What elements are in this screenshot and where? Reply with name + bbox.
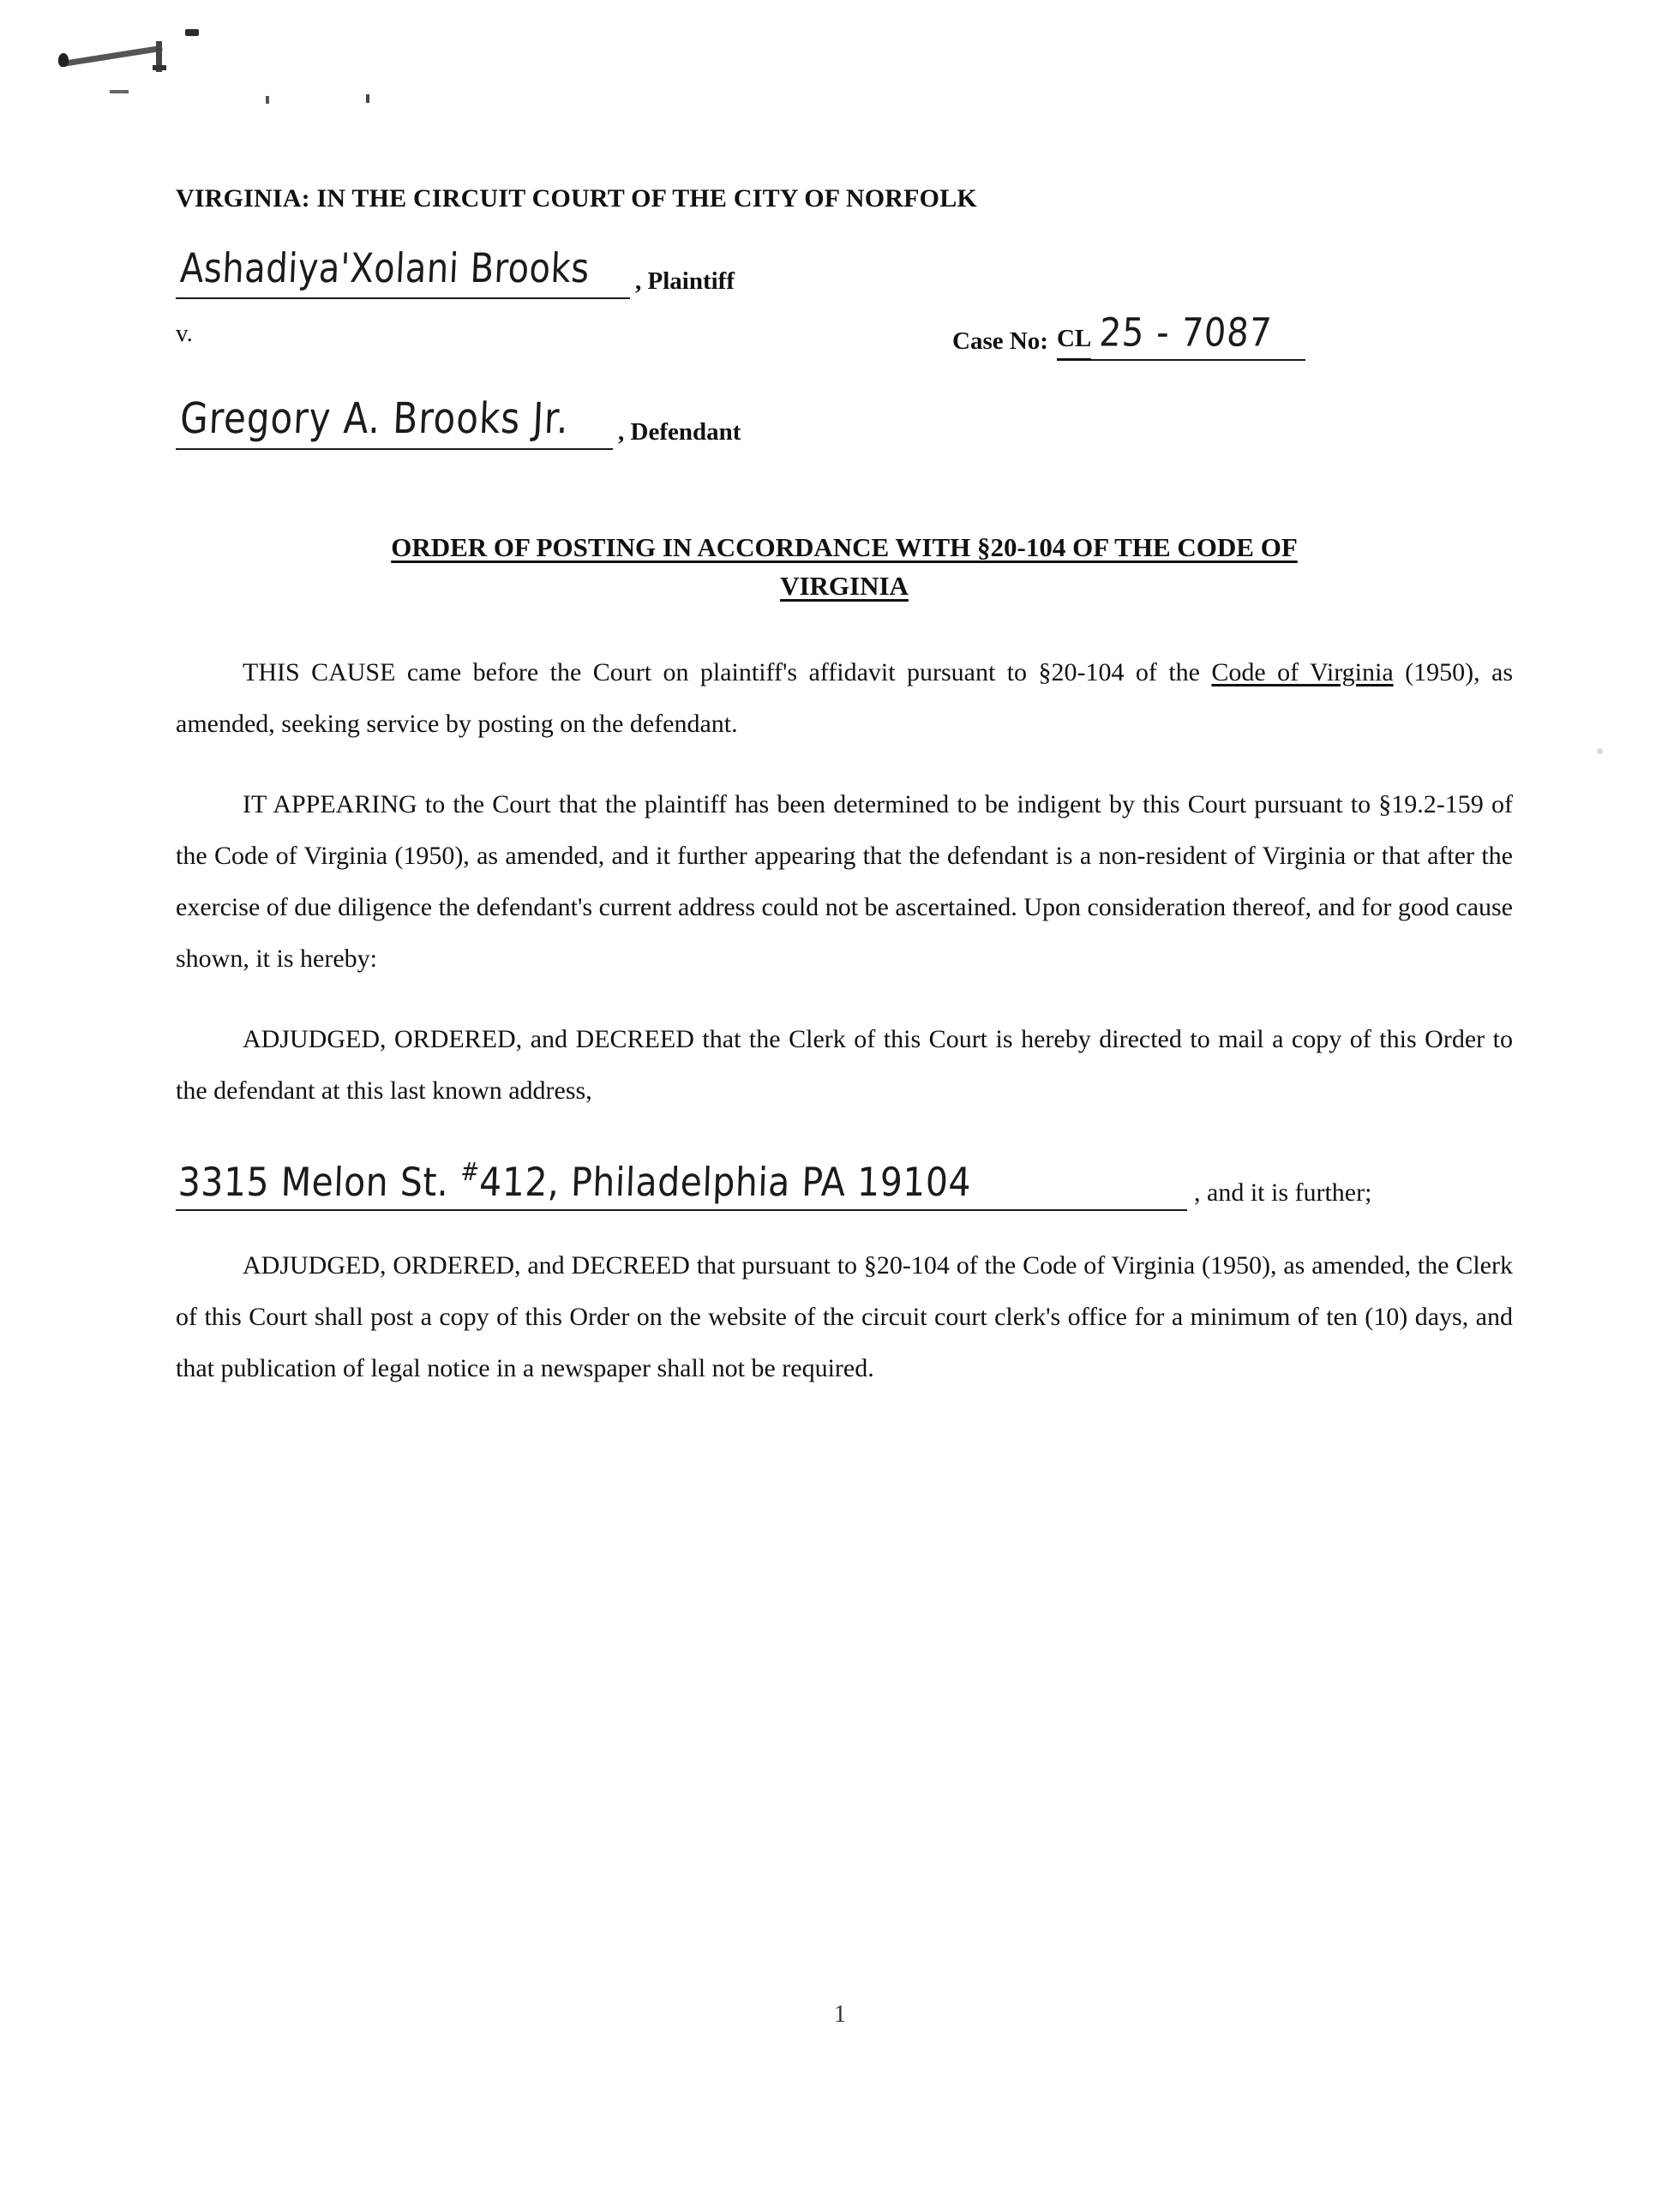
- document-content: [176, 184, 1513, 1424]
- code-of-virginia-citation: Code of Virginia: [1211, 657, 1394, 686]
- plaintiff-name-handwriting: Ashadiya'Xolani Brooks: [179, 245, 591, 292]
- case-number-field[interactable]: [1091, 311, 1305, 361]
- address-trailing-text: , and it is further;: [1194, 1178, 1372, 1207]
- plaintiff-caption-row: [176, 225, 1513, 299]
- defendant-label: , Defendant: [618, 418, 741, 446]
- court-heading: VIRGINIA: IN THE CIRCUIT COURT OF THE CITY OF NORFOLK: [176, 184, 977, 213]
- scan-artifact-speck-3: [266, 96, 269, 104]
- versus-label: v.: [176, 320, 193, 347]
- scan-artifact-speck-4: [366, 94, 369, 103]
- scan-artifact-bar: [60, 45, 163, 68]
- case-prefix-cl: CL: [1057, 325, 1091, 361]
- case-number-handwriting: 25 - 7087: [1098, 310, 1275, 356]
- defendant-address-handwriting: [177, 1158, 972, 1205]
- versus-and-case-row: [176, 301, 1513, 369]
- defendant-address-row: [176, 1142, 1513, 1211]
- defendant-name-handwriting: Gregory A. Brooks Jr.: [179, 393, 571, 443]
- case-number-block: [952, 311, 1305, 361]
- document-title-line-1: ORDER OF POSTING IN ACCORDANCE WITH §20-104 OF THE CODE OF: [391, 532, 1298, 562]
- document-title: [176, 529, 1513, 606]
- plaintiff-label: , Plaintiff: [635, 267, 735, 295]
- scan-artifact-speck-1: [110, 90, 129, 93]
- document-title-line-2: VIRGINIA: [780, 570, 909, 601]
- paragraph-adjudged-post: ADJUDGED, ORDERED, and DECREED that pursuant to §20-104 of the Code of Virginia (1950), as amended, the Clerk of this Court shall post a copy of this Order on the website of the circuit court clerk's office for a minimum of ten (10) days, and that publication of legal notice in a newspaper shall not be required.: [176, 1250, 1513, 1382]
- address-street: 3315 Melon St.: [177, 1159, 461, 1205]
- scan-artifact-hook-foot: [153, 65, 166, 70]
- paragraph-adjudged-mail: ADJUDGED, ORDERED, and DECREED that the Clerk of this Court is hereby directed to mail a copy of this Order to the defendant at this last known address,: [176, 1024, 1513, 1105]
- defendant-address-field[interactable]: [176, 1148, 1187, 1211]
- page-number: 1: [834, 2001, 846, 2028]
- plaintiff-name-field[interactable]: [176, 234, 630, 299]
- scan-artifact-tip: [58, 53, 69, 67]
- document-body: [176, 647, 1513, 1394]
- paragraph-1-part-b: (1950), as amended, seeking service by posting on the defendant.: [176, 657, 1513, 738]
- address-number-sign: #: [459, 1157, 481, 1187]
- paragraph-1-part-a: THIS CAUSE came before the Court on plaintiff's affidavit pursuant to §20-104 of the: [243, 657, 1212, 686]
- address-unit-city-state-zip: 412, Philadelphia PA 19104: [478, 1159, 972, 1205]
- defendant-caption-row: [176, 376, 1513, 450]
- scan-artifact-speck-5: [1597, 748, 1603, 754]
- paragraph-this-cause: [176, 647, 1513, 750]
- scan-artifact-speck-2: [185, 29, 199, 36]
- paragraph-it-appearing: IT APPEARING to the Court that the plaintiff has been determined to be indigent by this Court pursuant to §19.2-159 of the Code of Virginia (1950), as amended, and it further appearing that the defendant is a non-resident of Virginia or that after the exercise of due diligence the defendant's current address could not be ascertained. Upon consideration thereof, and for good cause shown, it is hereby:: [176, 789, 1513, 973]
- defendant-name-field[interactable]: [176, 385, 613, 450]
- case-no-label: Case No:: [952, 327, 1048, 355]
